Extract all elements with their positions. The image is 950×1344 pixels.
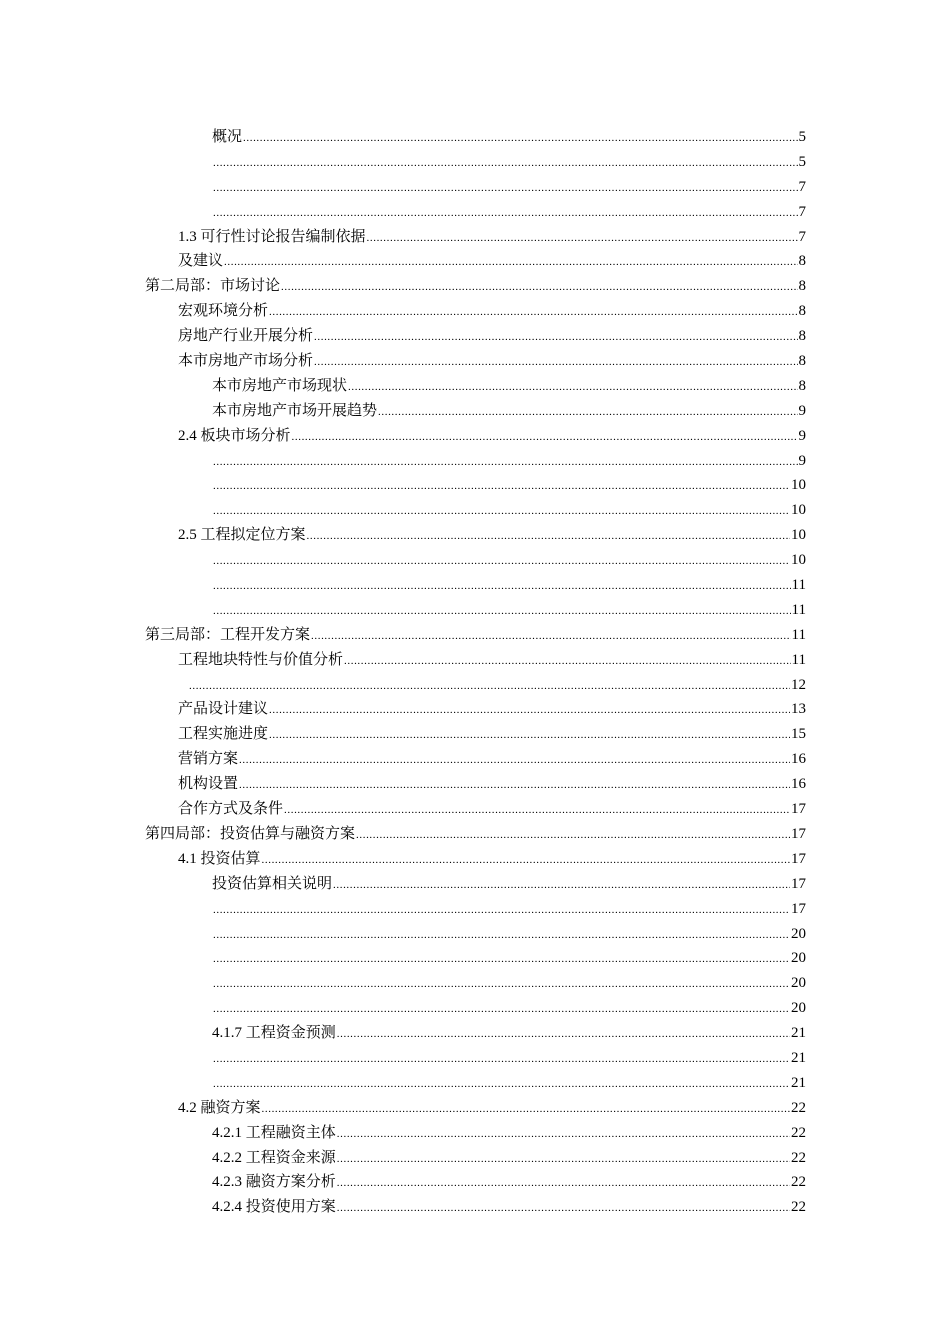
toc-entry-page-number: 17 <box>791 825 806 842</box>
toc-entry-title: 合作方式及条件 <box>178 801 284 818</box>
toc-entry-page-number: 10 <box>791 527 806 544</box>
toc-entry[interactable] <box>0 648 950 673</box>
toc-entry-title: 1.3 可行性讨论报告编制依据 <box>178 228 366 245</box>
toc-entry-title: 本市房地产市场分析 <box>178 353 314 370</box>
toc-dot-leader <box>367 226 798 251</box>
toc-entry-page-number: 10 <box>791 552 806 569</box>
toc-entry-page-number: 16 <box>791 776 806 793</box>
toc-dot-leader <box>269 300 797 325</box>
toc-entry-title: 房地产行业开展分析 <box>178 328 314 345</box>
toc-entry-page-number: 11 <box>791 601 806 618</box>
toc-dot-leader <box>337 1022 790 1047</box>
toc-entry[interactable] <box>0 1170 950 1195</box>
toc-entry[interactable] <box>0 249 950 274</box>
toc-entry-page-number: 10 <box>791 477 806 494</box>
toc-entry[interactable] <box>0 847 950 872</box>
toc-dot-leader <box>213 972 790 997</box>
toc-dot-leader <box>348 375 797 400</box>
toc-entry-page-number: 12 <box>791 676 806 693</box>
toc-entry-title: 4.1 投资估算 <box>178 850 261 867</box>
toc-entry-page-number: 8 <box>798 377 806 394</box>
toc-entry-page-number: 8 <box>798 303 806 320</box>
toc-entry[interactable] <box>0 1046 950 1071</box>
toc-entry[interactable] <box>0 697 950 722</box>
toc-entry[interactable] <box>0 922 950 947</box>
toc-entry-title: 营销方案 <box>178 751 239 768</box>
toc-entry-page-number: 8 <box>798 253 806 270</box>
toc-dot-leader <box>243 126 797 151</box>
toc-entry-page-number: 11 <box>791 651 806 668</box>
toc-entry-page-number: 13 <box>791 701 806 718</box>
toc-dot-leader <box>344 649 791 674</box>
toc-entry[interactable] <box>0 498 950 523</box>
toc-dot-leader <box>378 400 797 425</box>
toc-dot-leader <box>314 325 797 350</box>
toc-dot-leader <box>239 748 790 773</box>
toc-dot-leader <box>284 798 790 823</box>
toc-entry-page-number: 17 <box>791 801 806 818</box>
table-of-contents <box>0 125 950 1220</box>
toc-entry[interactable] <box>0 897 950 922</box>
toc-dot-leader <box>189 674 790 699</box>
toc-entry-title: 第四局部：投资估算与融资方案 <box>145 825 356 842</box>
toc-entry[interactable] <box>0 872 950 897</box>
toc-entry[interactable] <box>0 573 950 598</box>
toc-entry[interactable] <box>0 473 950 498</box>
toc-entry-page-number: 9 <box>798 402 806 419</box>
toc-entry-page-number: 20 <box>791 925 806 942</box>
toc-entry-page-number: 7 <box>798 178 806 195</box>
toc-entry-page-number: 5 <box>798 129 806 145</box>
toc-entry-page-number: 16 <box>791 751 806 768</box>
toc-dot-leader <box>213 1072 790 1097</box>
toc-entry-title: 投资估算相关说明 <box>212 875 333 892</box>
toc-entry[interactable] <box>0 747 950 772</box>
toc-entry[interactable] <box>0 200 950 225</box>
toc-entry[interactable] <box>0 822 950 847</box>
toc-dot-leader <box>292 425 798 450</box>
toc-entry[interactable] <box>0 274 950 299</box>
toc-entry[interactable] <box>0 399 950 424</box>
toc-entry[interactable] <box>0 1121 950 1146</box>
toc-entry-title: 机构设置 <box>178 776 239 793</box>
toc-entry-page-number: 20 <box>791 1000 806 1017</box>
toc-dot-leader <box>281 275 797 300</box>
toc-entry-title: 4.2.4 投资使用方案 <box>212 1199 336 1216</box>
toc-dot-leader <box>262 1097 790 1122</box>
toc-dot-leader <box>333 873 790 898</box>
toc-entry[interactable] <box>0 225 950 250</box>
toc-entry[interactable] <box>0 772 950 797</box>
toc-entry-page-number: 22 <box>791 1099 806 1116</box>
toc-entry-page-number: 7 <box>798 228 806 245</box>
toc-entry-page-number: 21 <box>791 1074 806 1091</box>
toc-entry-page-number: 11 <box>791 577 806 594</box>
toc-entry[interactable] <box>0 299 950 324</box>
toc-dot-leader <box>213 574 791 599</box>
toc-dot-leader <box>239 773 790 798</box>
toc-dot-leader <box>307 524 790 549</box>
toc-entry-title: 工程地块特性与价值分析 <box>178 651 344 668</box>
toc-entry-page-number: 9 <box>798 452 806 469</box>
toc-entry[interactable] <box>0 175 950 200</box>
toc-entry[interactable] <box>0 1146 950 1171</box>
toc-entry-page-number: 22 <box>791 1199 806 1216</box>
toc-entry-title: 4.1.7 工程资金预测 <box>212 1025 336 1042</box>
toc-entry-page-number: 8 <box>798 278 806 295</box>
toc-dot-leader <box>269 723 790 748</box>
toc-entry[interactable] <box>0 548 950 573</box>
toc-dot-leader <box>213 176 798 201</box>
toc-entry-title: 2.5 工程拟定位方案 <box>178 527 306 544</box>
toc-entry-title: 4.2 融资方案 <box>178 1099 261 1116</box>
toc-dot-leader <box>213 898 790 923</box>
toc-entry-title: 宏观环境分析 <box>178 303 269 320</box>
toc-entry-page-number: 20 <box>791 950 806 967</box>
toc-entry-title: 工程实施进度 <box>178 726 269 743</box>
toc-entry-title: 本市房地产市场开展趋势 <box>212 402 378 419</box>
toc-dot-leader <box>213 201 798 226</box>
toc-entry[interactable] <box>0 623 950 648</box>
toc-entry-title: 产品设计建议 <box>178 701 269 718</box>
toc-dot-leader <box>224 250 797 275</box>
toc-entry-page-number: 9 <box>798 427 806 444</box>
toc-entry-page-number: 10 <box>791 502 806 519</box>
toc-entry-page-number: 21 <box>791 1049 806 1066</box>
toc-dot-leader <box>337 1122 790 1147</box>
toc-dot-leader <box>213 549 790 574</box>
toc-dot-leader <box>213 450 798 475</box>
toc-entry[interactable] <box>0 1071 950 1096</box>
toc-entry-page-number: 22 <box>791 1174 806 1191</box>
toc-dot-leader <box>269 698 790 723</box>
toc-entry-title: 概况 <box>212 129 243 145</box>
toc-dot-leader <box>213 474 790 499</box>
toc-dot-leader <box>213 599 791 624</box>
toc-entry-title: 及建议 <box>178 253 224 270</box>
toc-entry-title: 第二局部：市场讨论 <box>145 278 281 295</box>
toc-entry[interactable] <box>0 125 950 150</box>
toc-dot-leader <box>213 923 790 948</box>
toc-entry-title: 2.4 板块市场分析 <box>178 427 291 444</box>
toc-entry-page-number: 17 <box>791 850 806 867</box>
toc-dot-leader <box>337 1196 790 1221</box>
toc-entry-page-number: 22 <box>791 1124 806 1141</box>
toc-entry[interactable] <box>0 971 950 996</box>
toc-entry[interactable] <box>0 598 950 623</box>
toc-entry-page-number: 5 <box>798 153 806 170</box>
toc-entry[interactable] <box>0 797 950 822</box>
toc-entry[interactable] <box>0 1195 950 1220</box>
toc-entry-title: 4.2.3 融资方案分析 <box>212 1174 336 1191</box>
toc-dot-leader <box>213 997 790 1022</box>
toc-entry[interactable] <box>0 996 950 1021</box>
toc-dot-leader <box>311 624 791 649</box>
toc-entry[interactable] <box>0 523 950 548</box>
toc-entry-page-number: 8 <box>798 328 806 345</box>
toc-entry-page-number: 7 <box>798 203 806 220</box>
toc-entry-page-number: 20 <box>791 975 806 992</box>
toc-dot-leader <box>337 1147 790 1172</box>
toc-entry[interactable] <box>0 324 950 349</box>
toc-dot-leader <box>213 499 790 524</box>
toc-entry-title: 4.2.2 工程资金来源 <box>212 1149 336 1166</box>
toc-entry[interactable] <box>0 1021 950 1046</box>
toc-entry-title: 本市房地产市场现状 <box>212 377 348 394</box>
toc-entry-title: 第三局部：工程开发方案 <box>145 626 311 643</box>
toc-entry[interactable] <box>0 673 950 698</box>
toc-entry-page-number: 22 <box>791 1149 806 1166</box>
toc-entry[interactable] <box>0 424 950 449</box>
toc-entry[interactable] <box>0 946 950 971</box>
toc-dot-leader <box>262 848 790 873</box>
toc-dot-leader <box>213 1047 790 1072</box>
toc-entry[interactable] <box>0 349 950 374</box>
toc-entry-page-number: 11 <box>791 626 806 643</box>
toc-entry-page-number: 15 <box>791 726 806 743</box>
toc-entry-page-number: 8 <box>798 353 806 370</box>
toc-dot-leader <box>337 1171 790 1196</box>
toc-dot-leader <box>213 151 798 176</box>
toc-entry[interactable] <box>0 449 950 474</box>
toc-entry-title: 4.2.1 工程融资主体 <box>212 1124 336 1141</box>
toc-entry[interactable] <box>0 722 950 747</box>
toc-dot-leader <box>213 947 790 972</box>
toc-entry-page-number: 17 <box>791 875 806 892</box>
toc-entry-page-number: 17 <box>791 900 806 917</box>
toc-entry[interactable] <box>0 150 950 175</box>
toc-entry[interactable] <box>0 374 950 399</box>
toc-dot-leader <box>356 823 790 848</box>
toc-entry-page-number: 21 <box>791 1025 806 1042</box>
toc-dot-leader <box>314 350 797 375</box>
toc-entry[interactable] <box>0 1096 950 1121</box>
